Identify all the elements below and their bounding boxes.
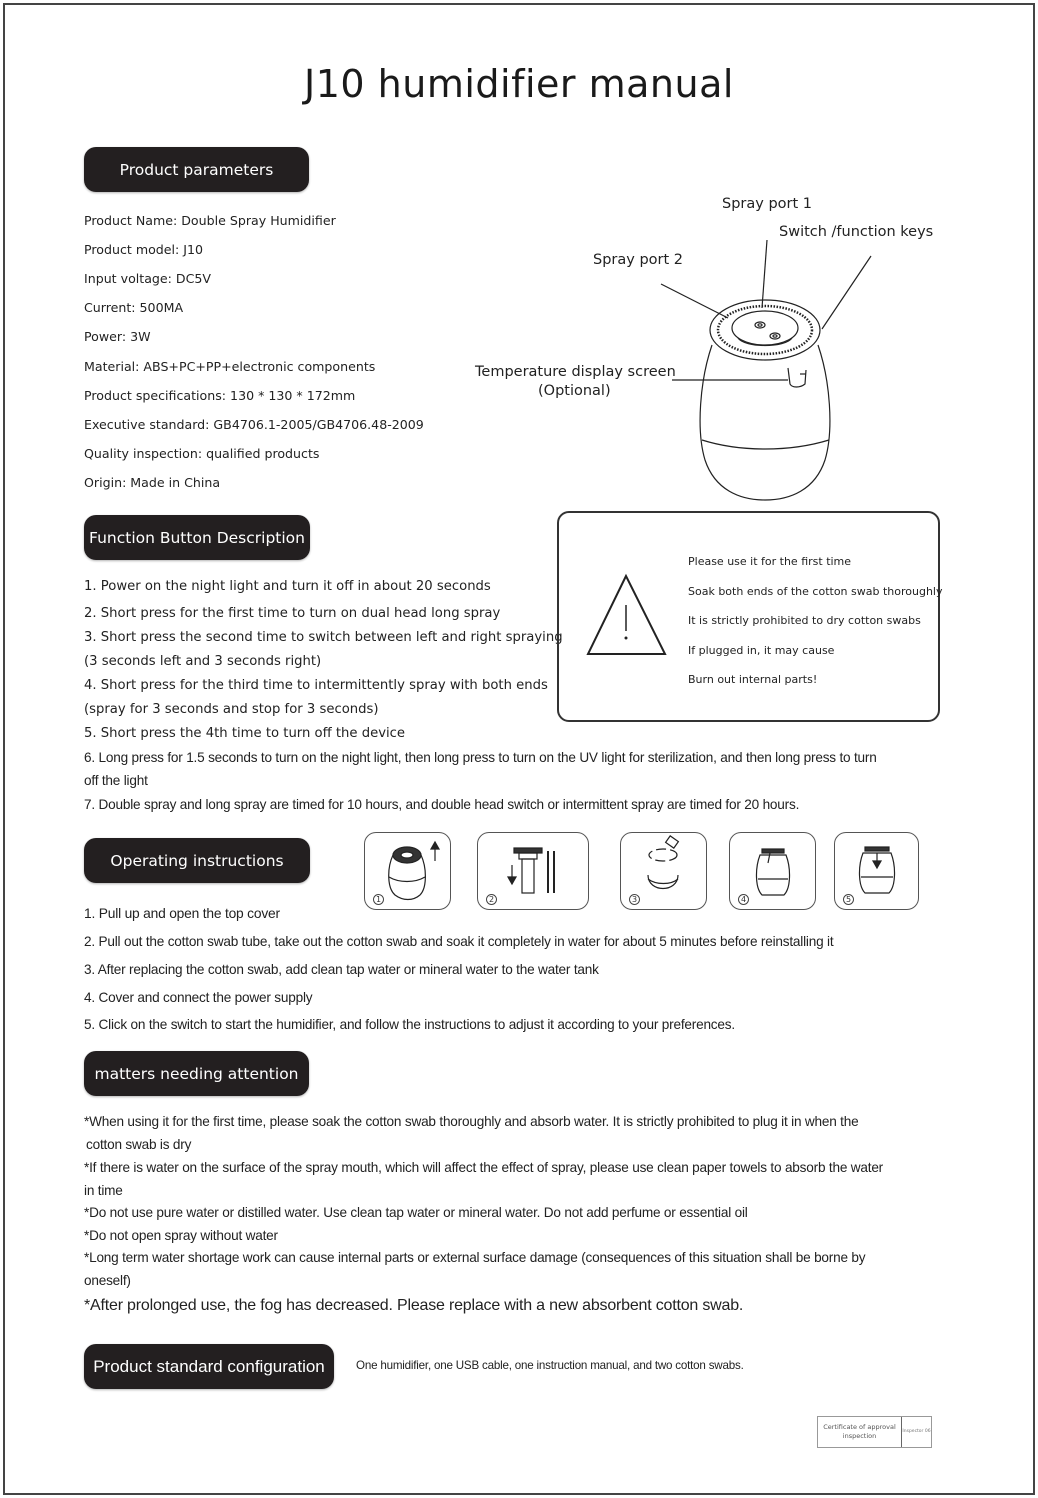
warning-line: Soak both ends of the cotton swab thoroughly (688, 585, 943, 598)
page-title: J10 humidifier manual (304, 62, 734, 106)
label-temp-display: Temperature display screen (475, 364, 676, 380)
certificate-stamp (817, 1416, 932, 1448)
step-number: 2 (486, 894, 497, 905)
warning-box (557, 511, 943, 722)
function-item: off the light (84, 773, 148, 788)
step-3-illustration (620, 832, 707, 910)
section-heading-configuration: Product standard configuration (84, 1344, 334, 1389)
operating-item: 3. After replacing the cotton swab, add clean tap water or mineral water to the water tank (84, 962, 599, 977)
humidifier-illustration-icon (0, 0, 1038, 520)
param-item: Product model: J10 (84, 242, 204, 257)
attention-item: *Long term water shortage work can cause internal parts or external surface damage (consequences of this situation shall be borne by (84, 1250, 866, 1265)
configuration-text: One humidifier, one USB cable, one instruction manual, and two cotton swabs. (356, 1359, 744, 1372)
param-item: Product specifications: 130 * 130 * 172mm (84, 388, 356, 403)
param-item: Quality inspection: qualified products (84, 446, 320, 461)
param-item: Input voltage: DC5V (84, 271, 212, 286)
step-number: 3 (629, 894, 640, 905)
attention-item: *Do not open spray without water (84, 1228, 278, 1243)
param-item: Current: 500MA (84, 300, 184, 315)
warning-line: If plugged in, it may cause (688, 644, 835, 657)
warning-triangle-icon (585, 573, 669, 659)
function-item: 5. Short press the 4th time to turn off the device (84, 726, 406, 741)
warning-line: Please use it for the first time (688, 555, 852, 568)
function-item: 2. Short press for the first time to turn on dual head long spray (84, 606, 501, 621)
step-4-illustration (729, 832, 816, 910)
attention-item: cotton swab is dry (86, 1137, 192, 1152)
inspector-label: Inspector 06 (902, 1429, 931, 1434)
step-1-illustration (364, 832, 451, 910)
label-spray-port-2: Spray port 2 (593, 252, 684, 268)
function-item: (3 seconds left and 3 seconds right) (84, 654, 322, 669)
certificate-label: Certificate of approval inspection (818, 1417, 902, 1447)
param-item: Product Name: Double Spray Humidifier (84, 213, 336, 228)
function-item: (spray for 3 seconds and stop for 3 seconds) (84, 702, 379, 717)
function-item: 6. Long press for 1.5 seconds to turn on the night light, then long press to turn on the UV light for sterilization, and then long press to turn (84, 750, 877, 765)
attention-item: *After prolonged use, the fog has decreased. Please replace with a new absorbent cotton swab. (84, 1297, 744, 1314)
attention-item: *If there is water on the surface of the spray mouth, which will affect the effect of spray, please use clean paper towels to absorb the water (84, 1160, 883, 1175)
step-number: 1 (373, 894, 384, 905)
label-spray-port-1: Spray port 1 (722, 196, 813, 212)
step-5-illustration (834, 832, 919, 910)
section-heading-attention: matters needing attention (84, 1051, 309, 1096)
operating-item: 5. Click on the switch to start the humidifier, and follow the instructions to adjust it according to your preferences. (84, 1017, 735, 1032)
warning-line: Burn out internal parts! (688, 673, 818, 686)
param-item: Material: ABS+PC+PP+electronic components (84, 359, 376, 374)
section-heading-operating: Operating instructions (84, 838, 310, 883)
operating-item: 1. Pull up and open the top cover (84, 906, 280, 921)
param-item: Power: 3W (84, 329, 151, 344)
label-switch-keys: Switch /function keys (779, 224, 934, 240)
function-item: 4. Short press for the third time to intermittently spray with both ends (84, 678, 548, 693)
attention-item: in time (84, 1183, 123, 1198)
function-item: 7. Double spray and long spray are timed for 10 hours, and double head switch or intermittent spray are timed for 20 hours. (84, 797, 800, 812)
step-number: 5 (843, 894, 854, 905)
function-item: 3. Short press the second time to switch between left and right spraying (84, 630, 563, 645)
function-item: 1. Power on the night light and turn it off in about 20 seconds (84, 579, 491, 594)
attention-item: *Do not use pure water or distilled water. Use clean tap water or mineral water. Do not add perfume or essential oil (84, 1205, 748, 1220)
attention-item: oneself) (84, 1273, 131, 1288)
param-item: Origin: Made in China (84, 475, 221, 490)
param-item: Executive standard: GB4706.1-2005/GB4706.48-2009 (84, 417, 424, 432)
label-temp-optional: (Optional) (538, 383, 611, 399)
step-2-illustration (477, 832, 589, 910)
operating-item: 2. Pull out the cotton swab tube, take out the cotton swab and soak it completely in water for about 5 minutes before reinstalling it (84, 934, 834, 949)
warning-line: It is strictly prohibited to dry cotton swabs (688, 614, 921, 627)
operating-item: 4. Cover and connect the power supply (84, 990, 313, 1005)
attention-item: *When using it for the first time, please soak the cotton swab thoroughly and absorb water. It is strictly prohibited to plug it in when the (84, 1114, 859, 1129)
step-number: 4 (738, 894, 749, 905)
section-heading-function: Function Button Description (84, 515, 310, 560)
section-heading-parameters: Product parameters (84, 147, 309, 192)
